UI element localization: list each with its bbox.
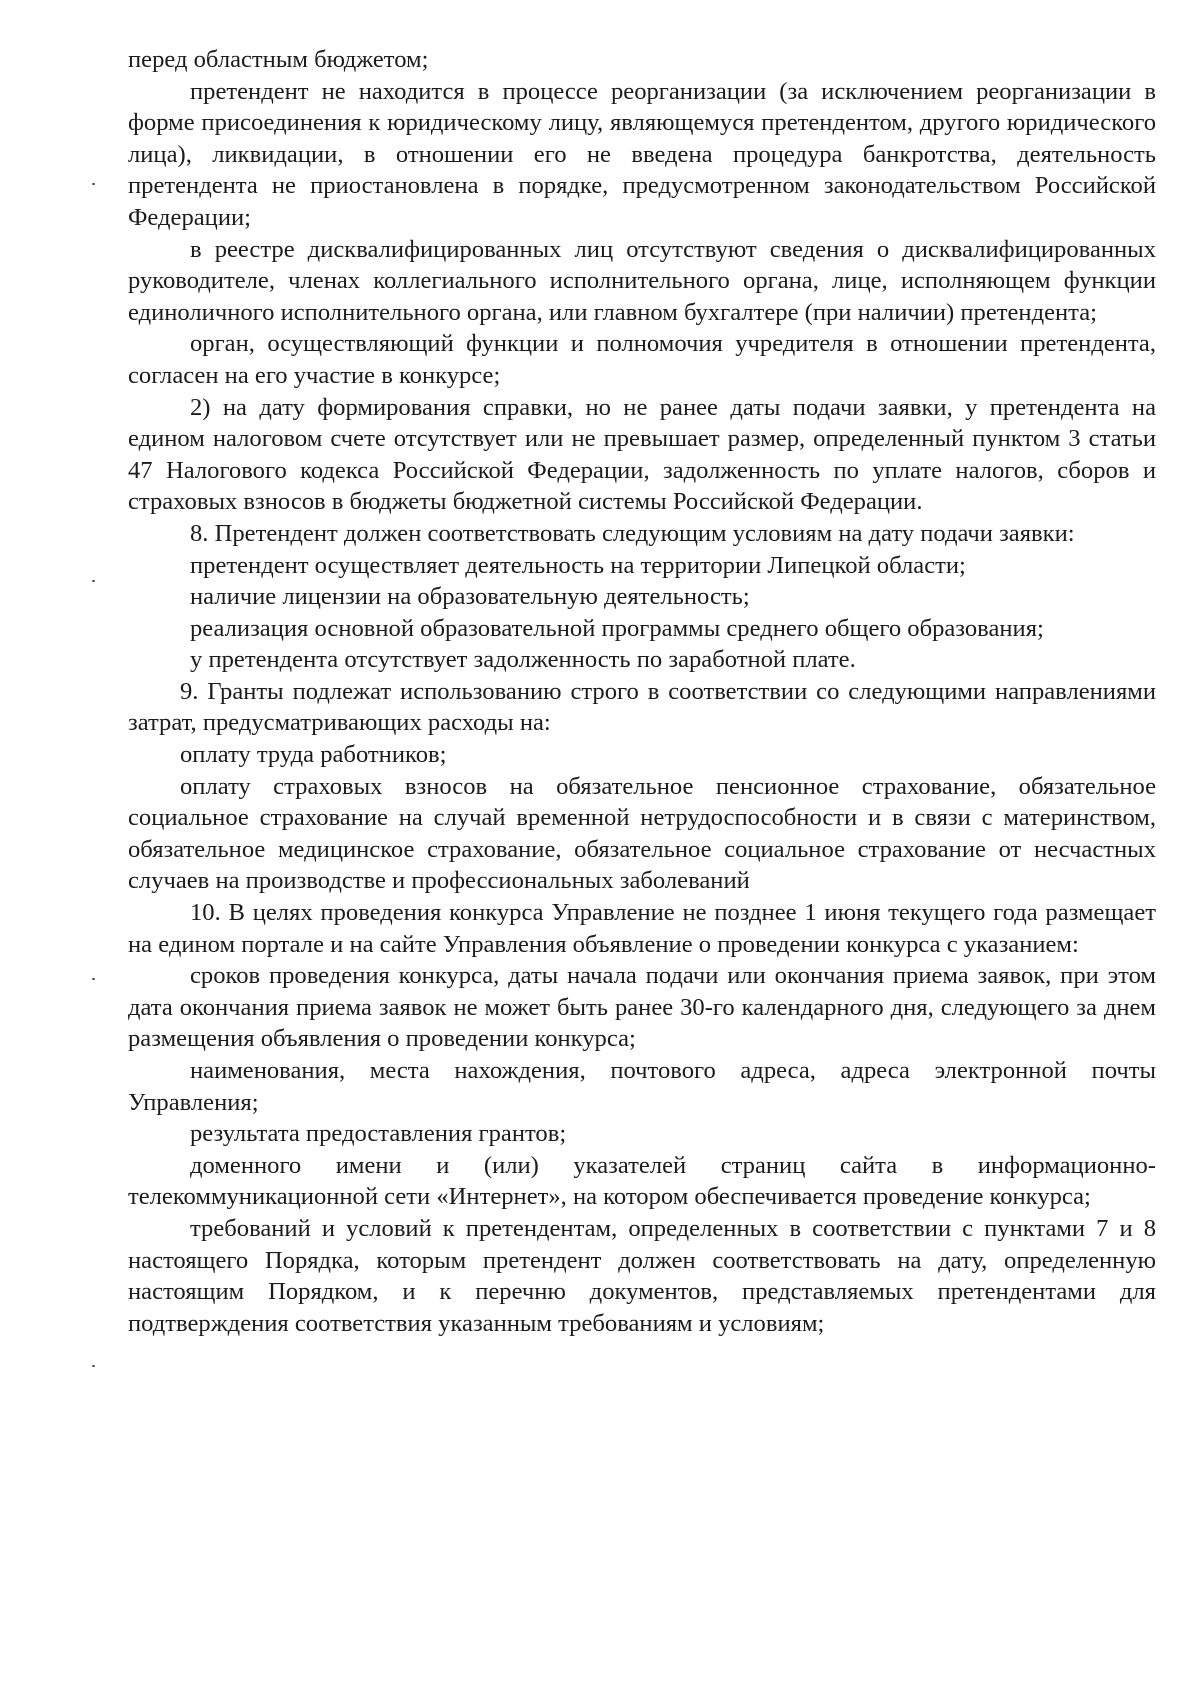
paragraph: претендент не находится в процессе реорганизации (за исключением реорганизации в форме присоединения к юридическому лицу, являющемуся претендентом, другого юридического лица), ликвидации, в отношении его не введена процедура банкротства, деятельность претендента не приостановлена в порядке, предусмотренном законодательством Российской Федерации; [128, 77, 1156, 231]
paragraph: оплату страховых взносов на обязательное пенсионное страхование, обязательное социальное страхование на случай временной нетрудоспособности и в связи с материнством, обязательное медицинское страхование, обязательное социальное страхование от несчастных случаев на производстве и профессиональных заболеваний [128, 772, 1156, 895]
paragraph: 10. В целях проведения конкурса Управление не позднее 1 июня текущего года размещает на едином портале и на сайте Управления объявление о проведении конкурса с указанием: [128, 899, 1156, 958]
paragraph: претендент осуществляет деятельность на территории Липецкой области; [190, 551, 966, 579]
scan-speck [92, 978, 95, 980]
paragraph: сроков проведения конкурса, даты начала подачи или окончания приема заявок, при этом дата окончания приема заявок не может быть ранее 30-го календарного дня, следующего за днем размещения объявления о проведении конкурса; [128, 962, 1156, 1053]
paragraph: 2) на дату формирования справки, но не ранее даты подачи заявки, у претендента на едином налоговом счете отсутствует или не превышает размер, определенный пунктом 3 статьи 47 Налогового кодекса Российской Федерации, задолженность по уплате налогов, сборов и страховых взносов в бюджеты бюджетной системы Российской Федерации. [128, 393, 1156, 516]
document-body [128, 44, 1156, 1339]
scan-speck [92, 580, 95, 582]
scan-speck [92, 1365, 95, 1367]
paragraph: наличие лицензии на образовательную деятельность; [190, 583, 750, 611]
scan-speck [92, 183, 95, 185]
paragraph: реализация основной образовательной программы среднего общего образования; [190, 614, 1044, 642]
paragraph: у претендента отсутствует задолженность по заработной плате. [190, 646, 856, 674]
paragraph: перед областным бюджетом; [128, 46, 429, 73]
paragraph: 8. Претендент должен соответствовать следующим условиям на дату подачи заявки: [190, 519, 1075, 547]
paragraph: наименования, места нахождения, почтового адреса, адреса электронной почты Управления; [128, 1057, 1156, 1116]
paragraph: в реестре дисквалифицированных лиц отсутствуют сведения о дисквалифицированных руководителе, членах коллегиального исполнительного органа, лице, исполняющем функции единоличного исполнительного органа, или главном бухгалтере (при наличии) претендента; [128, 235, 1156, 326]
paragraph: результата предоставления грантов; [190, 1120, 567, 1148]
paragraph: оплату труда работников; [180, 741, 447, 769]
paragraph: требований и условий к претендентам, определенных в соответствии с пунктами 7 и 8 настоящего Порядка, которым претендент должен соответствовать на дату, определенную настоящим Порядком, и к перечню документов, представляемых претендентами для подтверждения соответствия указанным требованиям и условиям; [128, 1214, 1156, 1337]
paragraph: орган, осуществляющий функции и полномочия учредителя в отношении претендента, согласен на его участие в конкурсе; [128, 330, 1156, 389]
paragraph: 9. Гранты подлежат использованию строго в соответствии со следующими направлениями затрат, предусматривающих расходы на: [128, 677, 1156, 737]
paragraph: доменного имени и (или) указателей страниц сайта в информационно-телекоммуникационной сети «Интернет», на котором обеспечивается проведение конкурса; [128, 1151, 1156, 1211]
